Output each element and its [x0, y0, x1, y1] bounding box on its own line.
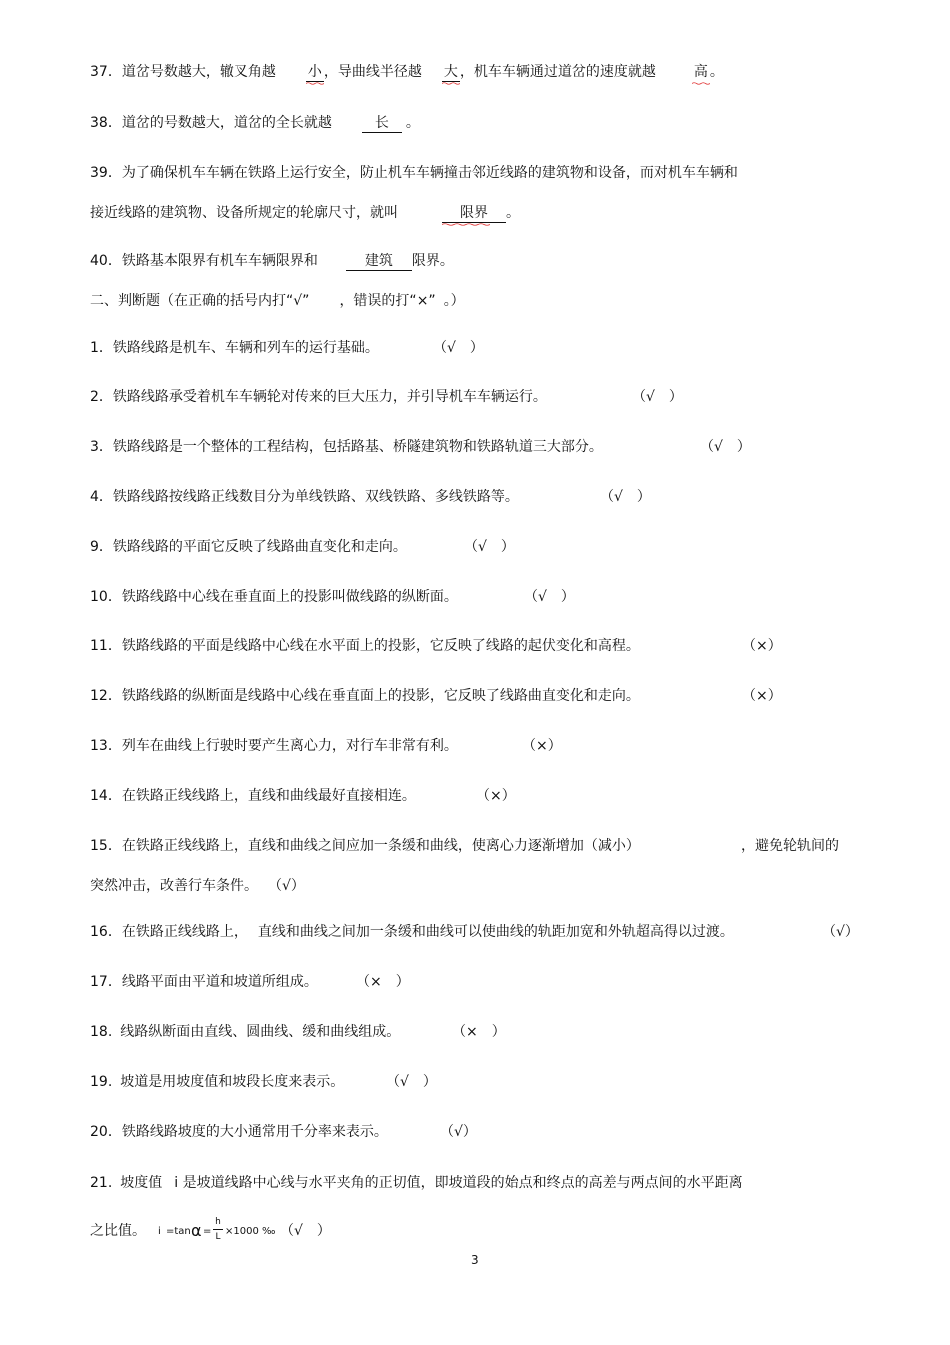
section-heading-part: 二、判断题（在正确的括号内打“√” — [90, 293, 310, 309]
question-text: 线路平面由平道和坡道所组成。 — [121, 974, 318, 990]
judge-item-16 — [90, 922, 734, 942]
answer-text: 建筑 — [364, 253, 393, 269]
red-wavy-underline — [442, 82, 460, 85]
answer-mark: （√） — [440, 1124, 477, 1140]
question-number: 4． — [90, 489, 113, 505]
question-39-line-2 — [90, 203, 520, 223]
question-text: 铁路线路坡度的大小通常用千分率来表示。 — [121, 1124, 388, 1140]
section-heading-part: ，错误的打“×” — [339, 293, 436, 309]
question-number: 19. — [90, 1074, 113, 1090]
question-text: 限界。 — [411, 253, 454, 269]
question-text: i 是坡道线路中心线与水平夹角的正切值，即坡道段的始点和终点的高差与两点间的水平距离 — [174, 1175, 743, 1191]
fraction-numerator: h — [215, 1217, 221, 1227]
judge-item-21-line-2 — [90, 1221, 146, 1241]
question-text: 坡度值 — [120, 1175, 163, 1191]
answer-mark: （√） — [268, 878, 305, 894]
question-text: 铁路线路的平面是线路中心线在水平面上的投影，它反映了线路的起伏变化和高程。 — [121, 638, 640, 654]
question-text: 在铁路正线线路上，直线和曲线之间应加一条缓和曲线，使离心力逐渐增加（减小） — [121, 838, 640, 854]
judge-item-9 — [90, 537, 407, 557]
judge-item-15-line-2 — [90, 876, 305, 896]
question-number: 10． — [90, 589, 122, 605]
question-number: 14． — [90, 788, 122, 804]
question-text: 在铁路正线线路上， — [121, 924, 248, 940]
answer-blank — [692, 63, 710, 81]
question-number: 16． — [90, 924, 122, 940]
answer-mark: （×） — [742, 688, 782, 704]
judge-item-4 — [90, 487, 519, 507]
question-text: 。 — [709, 64, 724, 80]
red-wavy-underline — [306, 82, 324, 85]
answer-text: 小 — [307, 64, 322, 80]
question-text: 道岔的号数越大，道岔的全长就越 — [121, 115, 332, 131]
question-number: 2． — [90, 389, 113, 405]
question-number: 12． — [90, 688, 122, 704]
question-39 — [90, 163, 738, 183]
question-text: 直线和曲线之间加一条缓和曲线可以使曲线的轨距加宽和外轨超高得以过渡。 — [257, 924, 734, 940]
question-text: 。 — [405, 115, 420, 131]
question-number: 15． — [90, 838, 122, 854]
answer-mark: （√ ） — [700, 439, 751, 455]
question-number: 18. — [90, 1024, 113, 1040]
answer-mark: （√ ） — [433, 340, 484, 356]
question-number: 9． — [90, 539, 113, 555]
question-text: 铁路线路承受着机车车辆轮对传来的巨大压力，并引导机车车辆运行。 — [112, 389, 547, 405]
answer-mark: （√ ） — [280, 1223, 331, 1239]
answer-mark: （×） — [476, 788, 516, 804]
answer-mark: （√） — [822, 924, 859, 940]
question-number: 40． — [90, 253, 122, 269]
judge-item-15 — [90, 836, 640, 856]
question-number: 39． — [90, 165, 122, 181]
judge-item-3 — [90, 437, 603, 457]
question-text: 在铁路正线线路上，直线和曲线最好直接相连。 — [121, 788, 416, 804]
judge-item-17 — [90, 972, 318, 992]
question-text-continued: ，避免轮轨间的 — [741, 838, 839, 854]
answer-mark: （×） — [742, 638, 782, 654]
answer-blank — [306, 63, 324, 82]
question-text: 铁路线路的平面它反映了线路曲直变化和走向。 — [112, 539, 407, 555]
fraction-bar — [213, 1229, 223, 1230]
formula-variable: i — [158, 1226, 161, 1237]
answer-blank — [442, 63, 460, 82]
judge-item-18 — [90, 1022, 400, 1042]
formula-text: ×1000 ‰ — [225, 1226, 276, 1237]
formula-alpha: α — [191, 1221, 202, 1240]
question-number: 38． — [90, 115, 122, 131]
red-wavy-underline — [692, 82, 710, 85]
question-text: 铁路线路的纵断面是线路中心线在垂直面上的投影，它反映了线路曲直变化和走向。 — [121, 688, 640, 704]
answer-mark: （× ） — [452, 1024, 506, 1040]
section-heading-part: 。） — [443, 293, 465, 309]
answer-blank — [362, 114, 402, 133]
question-text: 铁路线路是机车、车辆和列车的运行基础。 — [112, 340, 379, 356]
answer-text: 长 — [374, 115, 389, 131]
formula-text: = — [203, 1226, 212, 1237]
answer-mark: （√ ） — [524, 589, 575, 605]
answer-blank — [442, 204, 506, 223]
question-40 — [90, 251, 454, 271]
question-text: 。 — [506, 205, 520, 221]
formula-text: =tan — [166, 1226, 191, 1237]
answer-text: 高 — [693, 64, 708, 80]
question-text: ，导曲线半径越 — [323, 64, 422, 80]
question-number: 17． — [90, 974, 122, 990]
question-number: 21. — [90, 1175, 113, 1191]
question-text: 铁路线路是一个整体的工程结构，包括路基、桥隧建筑物和铁路轨道三大部分。 — [112, 439, 603, 455]
question-37 — [90, 62, 724, 82]
question-text: 为了确保机车车辆在铁路上运行安全，防止机车车辆撞击邻近线路的建筑物和设备，而对机车车辆和 — [121, 165, 738, 181]
question-text: 接近线路的建筑物、设备所规定的轮廓尺寸，就叫 — [90, 205, 398, 221]
judge-item-12 — [90, 686, 640, 706]
question-text: 铁路基本限界有机车车辆限界和 — [121, 253, 318, 269]
answer-mark: （√ ） — [386, 1074, 437, 1090]
answer-mark: （√ ） — [632, 389, 683, 405]
question-text: 道岔号数越大，辙叉角越 — [121, 64, 276, 80]
answer-mark: （× ） — [356, 974, 410, 990]
question-number: 20． — [90, 1124, 122, 1140]
question-text: 线路纵断面由直线、圆曲线、缓和曲线组成。 — [120, 1024, 401, 1040]
judge-item-21 — [90, 1173, 743, 1193]
question-number: 13． — [90, 738, 122, 754]
judge-item-10 — [90, 587, 458, 607]
question-text: 突然冲击，改善行车条件。 — [90, 878, 258, 894]
section-heading — [90, 291, 465, 311]
judge-item-19 — [90, 1072, 344, 1092]
judge-item-2 — [90, 387, 547, 407]
answer-mark: （×） — [522, 738, 562, 754]
question-text: 列车在曲线上行驶时要产生离心力，对行车非常有利。 — [121, 738, 458, 754]
judge-item-13 — [90, 736, 458, 756]
question-number: 37． — [90, 64, 122, 80]
judge-item-20 — [90, 1122, 388, 1142]
question-number: 11． — [90, 638, 122, 654]
question-text: 之比值。 — [90, 1223, 146, 1239]
judge-item-14 — [90, 786, 416, 806]
question-text: 铁路线路按线路正线数目分为单线铁路、双线铁路、多线铁路等。 — [112, 489, 519, 505]
fraction-denominator: L — [215, 1232, 221, 1242]
answer-text: 大 — [443, 64, 458, 80]
red-wavy-underline — [442, 223, 490, 226]
answer-blank — [346, 252, 412, 271]
question-text: 坡道是用坡度值和坡段长度来表示。 — [120, 1074, 345, 1090]
answer-mark: （√ ） — [464, 539, 515, 555]
question-text: ，机车车辆通过道岔的速度就越 — [459, 64, 656, 80]
question-number: 3． — [90, 439, 113, 455]
answer-mark: （√ ） — [600, 489, 651, 505]
question-text: 铁路线路中心线在垂直面上的投影叫做线路的纵断面。 — [121, 589, 458, 605]
judge-item-1 — [90, 338, 379, 358]
question-number: 1． — [90, 340, 113, 356]
question-38 — [90, 113, 420, 133]
answer-text: 限界 — [460, 205, 488, 221]
judge-item-11 — [90, 636, 640, 656]
page-number: 3 — [471, 1253, 479, 1267]
